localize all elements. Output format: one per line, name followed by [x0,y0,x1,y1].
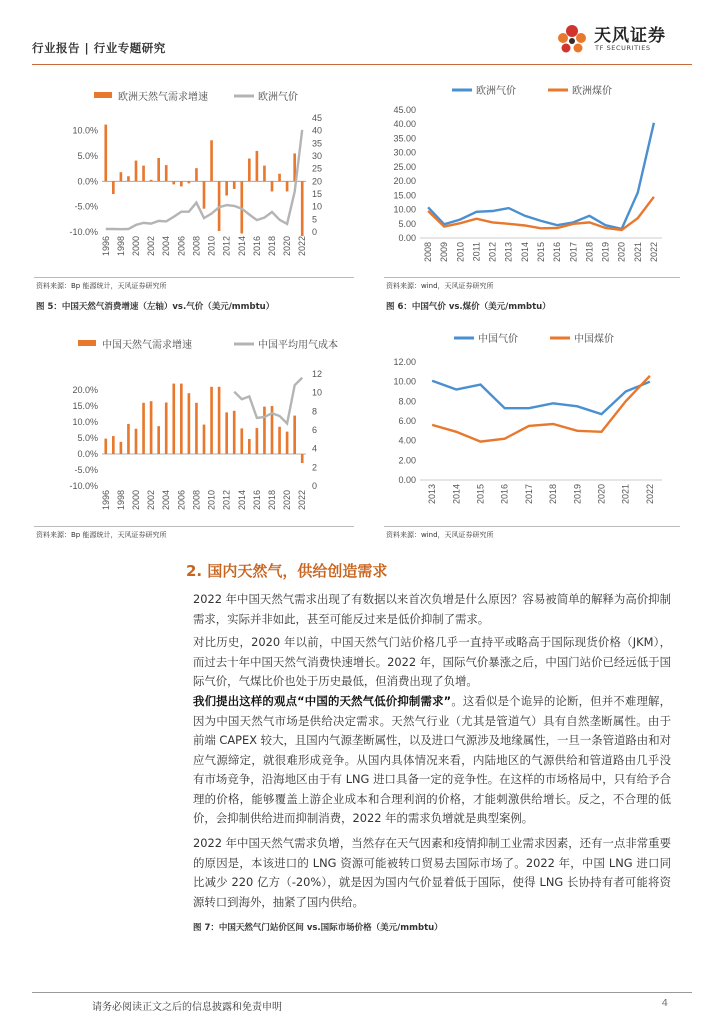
x-tick: 2022 [297,490,308,511]
demand-bar [256,151,259,181]
demand-bar [135,429,138,454]
x-tick: 2020 [596,484,607,505]
demand-bar [165,165,168,181]
demand-bar [233,411,236,454]
x-tick: 2019 [572,484,583,505]
x-tick: 2004 [161,490,172,511]
x-tick: 2010 [206,236,217,257]
x-tick: 2006 [176,490,187,511]
x-tick: 2016 [251,490,262,511]
demand-bar [120,172,123,181]
legend-price-label: 欧洲气价 [258,92,298,103]
x-tick: 2016 [251,236,262,257]
demand-bar [195,168,198,181]
x-tick: 2012 [221,490,232,511]
y-right-tick: 4 [312,443,318,454]
demand-bar [263,407,266,454]
footer-disclaimer: 请务必阅读正文之后的信息披露和免责申明 [92,1002,282,1013]
y-left-tick: 5.0% [77,433,98,443]
demand-bar [203,425,206,454]
demand-bar [301,454,304,463]
y-right-tick: 2 [312,462,318,473]
chart-europe-demand [34,78,356,274]
demand-bar [240,428,243,454]
chart-europe-gas-coal-svg [378,78,678,274]
report-category: 行业报告 | 行业专题研究 [32,41,166,55]
y-right-tick: 40 [312,125,323,136]
x-tick: 2013 [427,484,438,505]
legend-coal-label: 欧洲煤价 [572,86,612,97]
x-tick: 2000 [131,236,141,257]
y-right-tick: 35 [312,138,323,149]
coal-price-line [428,197,654,230]
figure7-title: 图 7：中国天然气门站价区间 vs.国际市场价格（美元/mmbtu） [193,923,443,933]
footer-divider [32,992,692,993]
paragraph-1: 2022 年中国天然气需求出现了有数据以来首次负增是什么原因？容易被简单的解释为高价抑制需求，实际并非如此，甚至可能反过来是低价抑制了需求。 [193,592,671,626]
y-left-tick: 10.0% [72,125,98,136]
y-right-tick: 12 [312,369,323,379]
x-tick: 2020 [282,490,293,511]
y-tick: 6.00 [398,416,416,426]
demand-bar [233,181,236,189]
x-tick: 1996 [100,490,111,511]
demand-bar [104,439,107,454]
chart2-source: 资料来源：wind，天风证券研究所 [386,282,494,290]
y-right-tick: 0 [312,227,318,237]
gas-price-line [428,123,654,229]
y-left-tick: 0.0% [77,176,98,187]
demand-bar [263,166,266,182]
y-tick: 2.00 [398,455,416,466]
y-tick: 25.00 [393,161,416,172]
demand-bar [150,180,153,182]
x-tick: 2012 [221,236,232,257]
x-tick: 2006 [176,236,187,257]
y-tick: 45.00 [393,105,416,115]
legend-demand-swatch [94,92,112,98]
chart-china-gas-coal-svg [378,326,678,522]
logo-name: 天风证券 [594,26,666,46]
x-tick: 1996 [100,236,111,257]
x-tick: 2020 [282,236,293,257]
source-divider [384,277,680,278]
x-tick: 2016 [552,242,563,263]
logo-subtitle: TF SECURITIES [595,44,651,52]
figure5-title: 图 5：中国天然气消费增速（左轴）vs.气价（美元/mmbtu） [36,302,275,312]
x-tick: 2012 [487,242,498,263]
demand-bar [256,428,259,454]
demand-bar [104,125,107,182]
x-tick: 2022 [648,242,659,263]
demand-bar [180,384,183,454]
y-left-tick: -5.0% [74,465,98,475]
legend-demand-label: 欧洲天然气需求增速 [118,92,208,103]
demand-bar [225,412,228,454]
demand-bar [157,426,160,454]
y-tick: 4.00 [398,435,416,446]
x-tick: 2002 [146,236,157,257]
x-tick: 2019 [600,242,611,263]
logo-flower-icon [552,20,592,60]
x-tick: 2020 [616,242,627,263]
demand-bar [293,416,296,454]
x-tick: 2018 [267,236,277,257]
x-tick: 2008 [423,242,434,263]
x-tick: 2010 [455,242,466,263]
y-right-tick: 20 [312,176,323,187]
x-tick: 2014 [519,242,530,263]
source-divider [384,526,680,527]
demand-bar [180,181,183,186]
chart1-source: 资料来源：Bp 能源统计，天风证券研究所 [36,282,167,290]
demand-bar [225,181,228,195]
demand-bar [195,403,198,454]
y-right-tick: 0 [312,481,318,491]
y-left-tick: 15.0% [72,401,98,411]
y-right-tick: 10 [312,387,323,398]
legend-price-label: 中国平均用气成本 [258,340,338,351]
chart-europe-demand-svg [34,78,356,274]
figure6-title: 图 6：中国气价 vs.煤价（美元/mmbtu） [386,302,551,312]
x-tick: 2011 [471,242,482,262]
x-tick: 2009 [439,242,450,263]
chart4-source: 资料来源：wind，天风证券研究所 [386,531,494,539]
x-tick: 2015 [475,484,486,505]
y-tick: 8.00 [398,396,416,407]
y-tick: 12.00 [393,357,416,367]
demand-bar [142,166,145,182]
x-tick: 2014 [451,484,462,505]
x-tick: 2016 [499,484,510,505]
y-right-tick: 10 [312,201,323,212]
demand-bar [157,158,160,181]
y-tick: 40.00 [393,119,416,130]
demand-bar [248,439,251,454]
paragraph-3-lead: 我们提出这样的观点“中国的天然气低价抑制需求” [193,694,452,708]
price-line [234,378,302,424]
legend-gas-label: 中国气价 [478,334,518,345]
coal-price-line [432,376,650,442]
paragraph-4: 2022 年中国天然气需求负增，当然存在天气因素和疫情抑制工业需求因素，还有一点非常重要的原因是，本该进口的 LNG 资源可能被转口贸易去国际市场了。2022 年，中国 LNG 进口同比减少 220 亿方（-20%），就是因为国内气价显着低于国际，使得 LNG 长协持有者可能将资源转口到海外，抽紧了国内供给。 [193,836,671,909]
paragraph-3 [193,692,671,829]
demand-bar [165,402,168,454]
demand-bar [112,181,115,194]
x-tick: 2004 [161,236,172,257]
legend-coal-label: 中国煤价 [574,334,614,345]
legend-demand-label: 中国天然气需求增速 [102,340,192,351]
header-divider [32,64,692,65]
y-tick: 35.00 [393,133,416,144]
demand-bar [150,401,153,454]
demand-bar [210,387,213,454]
source-divider [34,526,354,527]
x-tick: 2021 [632,242,643,263]
y-left-tick: -10.0% [69,227,98,237]
x-tick: 2000 [131,490,141,511]
chart-europe-gas-coal [378,78,678,274]
chart-china-demand [34,326,356,522]
section-title: 2. 国内天然气，供给创造需求 [186,562,388,580]
demand-bar [172,384,175,454]
demand-bar [286,181,289,191]
y-tick: 0.00 [398,475,416,485]
x-tick: 2022 [297,236,308,257]
demand-bar [210,140,213,181]
x-tick: 2018 [584,242,595,263]
y-left-tick: 20.0% [72,385,98,395]
x-tick: 2008 [191,236,202,257]
x-tick: 2015 [536,242,546,263]
x-tick: 2021 [620,484,631,505]
brand-logo [552,20,692,60]
demand-bar [218,387,221,454]
y-right-tick: 30 [312,151,323,161]
y-left-tick: 10.0% [72,417,98,427]
x-tick: 2018 [267,490,277,511]
y-right-tick: 8 [312,406,318,417]
x-tick: 2014 [236,236,247,257]
x-tick: 2017 [568,242,579,263]
paragraph-2: 对比历史，2020 年以前，中国天然气门站价格几乎一直持平或略高于国际现货价格（JKM），而过去十年中国天然气消费快速增长。2022 年，国际气价暴涨之后，中国门站价已经远低于国际气价，气煤比价也处于历史最低，但消费出现了负增。 [193,635,671,688]
y-right-tick: 5 [312,214,318,225]
y-left-tick: -10.0% [69,481,98,491]
y-left-tick: -5.0% [74,201,98,212]
y-left-tick: 5.0% [77,151,98,161]
y-tick: 20.00 [393,176,416,187]
y-right-tick: 6 [312,425,318,435]
demand-bar [135,161,138,182]
x-tick: 2018 [548,484,559,505]
legend-gas-label: 欧洲气价 [476,86,516,97]
x-tick: 2008 [191,490,202,511]
demand-bar [278,427,281,454]
y-tick: 5.00 [398,218,416,229]
demand-bar [203,181,206,208]
y-left-tick: 0.0% [77,449,98,459]
y-tick: 30.00 [393,147,416,158]
y-tick: 0.00 [398,233,416,243]
legend-demand-swatch [78,340,96,346]
demand-bar [188,181,191,183]
demand-bar [172,181,175,184]
demand-bar [112,436,115,454]
demand-bar [120,442,123,454]
demand-bar [286,432,289,454]
x-tick: 2002 [146,490,157,511]
y-tick: 10.00 [393,376,416,387]
gas-price-line [432,381,650,414]
page-number: 4 [661,998,668,1009]
chart3-source: 资料来源：Bp 能源统计，天风证券研究所 [36,531,167,539]
y-right-tick: 25 [312,163,323,174]
demand-bar [127,424,130,454]
demand-bar [188,393,191,454]
y-tick: 15.00 [393,190,416,201]
demand-bar [271,181,274,191]
page-header [32,26,692,62]
chart-china-gas-coal [378,326,678,522]
y-tick: 10.00 [393,204,416,215]
demand-bar [248,159,251,182]
x-tick: 2017 [523,484,534,505]
chart-china-demand-svg [34,326,356,522]
demand-bar [142,403,145,454]
paragraph-3-body: 。这看似是个诡异的论断，但并不难理解，因为中国天然气市场是供给决定需求。天然气行业（尤其是管道气）具有自然垄断属性。由于前端 CAPEX 较大，且国内气源垄断属性，以及进口气源涉及地缘属性，一旦一条管道路由和对应气源缔定，就很难形成竞争。从国内具体情况来看，内陆地区的气源供给和管道路由几乎没有市场竞争，沿海地区由于有 LNG 进口具备一定的竞争性。在这样的市场格局中，只有给予合理的价格，能够覆盖上游企业成本和合理利润的价格，才能刺激供给增长。反之，不合理的低价，会抑制供给进而抑制消费，2022 年的需求负增就是典型案例。 [193,694,671,825]
demand-bar [127,176,130,181]
x-tick: 2010 [206,490,217,511]
x-tick: 2013 [503,242,514,263]
x-tick: 1998 [115,236,126,257]
x-tick: 2014 [236,490,247,511]
x-tick: 1998 [115,490,126,511]
y-right-tick: 45 [312,113,323,123]
source-divider [34,277,354,278]
x-tick: 2022 [644,484,655,505]
y-right-tick: 15 [312,189,323,199]
demand-bar [301,181,304,236]
demand-bar [278,174,281,182]
